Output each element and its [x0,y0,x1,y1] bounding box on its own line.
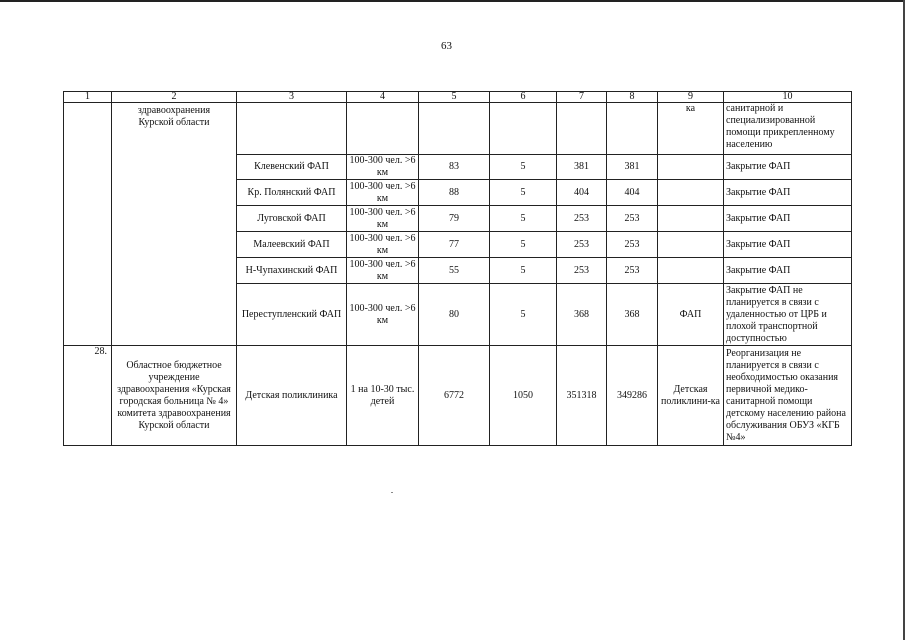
cell-col9 [658,258,724,284]
cell-note-continued: санитарной и специализированной помощи прикрепленному населению [724,103,852,155]
cell-norm: 100-300 чел. >6 км [347,284,419,346]
cell-col9 [658,206,724,232]
cell-empty [490,103,557,155]
cell-empty [237,103,347,155]
header-cell: 1 [64,92,112,103]
cell-note: Закрытие ФАП [724,180,852,206]
cell-col6: 5 [490,180,557,206]
cell-col5: 83 [419,155,490,180]
cell-col5: 79 [419,206,490,232]
cell-note: Закрытие ФАП [724,206,852,232]
cell-organization-continued: здравоохранения Курской области [112,103,237,346]
cell-type-continued: ка [658,103,724,155]
cell-empty [607,103,658,155]
cell-col9 [658,155,724,180]
cell-note: Закрытие ФАП [724,258,852,284]
cell-number-empty [64,103,112,346]
header-cell: 3 [237,92,347,103]
page-number: 63 [441,40,452,52]
header-cell: 5 [419,92,490,103]
table-row-continuation [64,103,852,155]
cell-norm: 100-300 чел. >6 км [347,258,419,284]
header-cell: 2 [112,92,237,103]
cell-col6: 5 [490,206,557,232]
cell-col6: 1050 [490,346,557,446]
cell-empty [347,103,419,155]
cell-col8: 368 [607,284,658,346]
cell-col7: 404 [557,180,607,206]
cell-col8: 404 [607,180,658,206]
cell-col6: 5 [490,258,557,284]
header-cell: 6 [490,92,557,103]
cell-note: Реорганизация не планируется в связи с необходимостью оказания первичной медико-санитарной помощи детскому населению района обслуживания ОБУЗ «КГБ №4» [724,346,852,446]
cell-note: Закрытие ФАП не планируется в связи с удаленностью от ЦРБ и плохой транспортной доступностью [724,284,852,346]
cell-facility: Луговской ФАП [237,206,347,232]
cell-col7: 253 [557,258,607,284]
table-row-28 [64,346,852,446]
cell-norm: 100-300 чел. >6 км [347,155,419,180]
cell-facility: Клевенский ФАП [237,155,347,180]
cell-norm: 100-300 чел. >6 км [347,206,419,232]
cell-col6: 5 [490,284,557,346]
header-cell: 4 [347,92,419,103]
header-cell: 8 [607,92,658,103]
cell-facility: Н-Чупахинский ФАП [237,258,347,284]
cell-organization: Областное бюджетное учреждение здравоохранения «Курская городская больница № 4» комитета здравоохранения Курской области [112,346,237,446]
cell-facility: Малеевский ФАП [237,232,347,258]
cell-norm: 1 на 10-30 тыс. детей [347,346,419,446]
cell-col5: 88 [419,180,490,206]
cell-col5: 80 [419,284,490,346]
header-row [64,92,852,103]
page-edge-top [0,0,905,2]
cell-col8: 253 [607,232,658,258]
cell-norm: 100-300 чел. >6 км [347,180,419,206]
cell-col7: 253 [557,232,607,258]
cell-number: 28. [64,346,112,446]
cell-col6: 5 [490,232,557,258]
cell-col8: 253 [607,258,658,284]
cell-col5: 77 [419,232,490,258]
cell-norm: 100-300 чел. >6 км [347,232,419,258]
header-cell: 10 [724,92,852,103]
cell-note: Закрытие ФАП [724,155,852,180]
cell-col5: 6772 [419,346,490,446]
cell-col9 [658,180,724,206]
cell-col9 [658,232,724,258]
facilities-table [63,91,852,446]
cell-col8: 381 [607,155,658,180]
scan-speck [391,492,393,493]
cell-col7: 368 [557,284,607,346]
cell-facility: Переступленский ФАП [237,284,347,346]
cell-empty [557,103,607,155]
header-cell: 9 [658,92,724,103]
cell-col6: 5 [490,155,557,180]
cell-col9: Детская поликлини-ка [658,346,724,446]
cell-col5: 55 [419,258,490,284]
cell-col7: 351318 [557,346,607,446]
cell-col9: ФАП [658,284,724,346]
cell-empty [419,103,490,155]
cell-col8: 349286 [607,346,658,446]
cell-facility: Детская поликлиника [237,346,347,446]
cell-note: Закрытие ФАП [724,232,852,258]
cell-col8: 253 [607,206,658,232]
cell-col7: 381 [557,155,607,180]
cell-col7: 253 [557,206,607,232]
header-cell: 7 [557,92,607,103]
cell-facility: Кр. Полянский ФАП [237,180,347,206]
